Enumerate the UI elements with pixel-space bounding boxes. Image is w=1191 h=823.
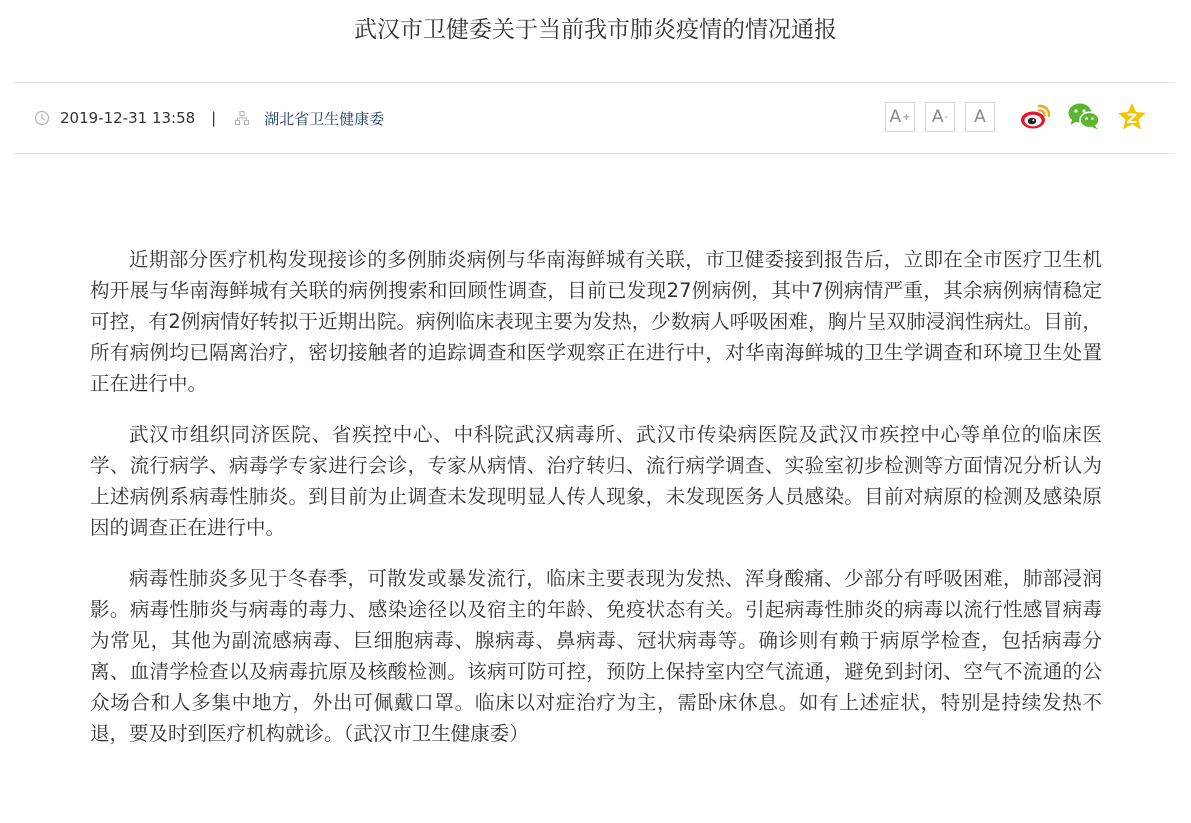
- font-standard-button[interactable]: [965, 102, 995, 132]
- article-title: 武汉市卫健委关于当前我市肺炎疫情的情况通报: [354, 17, 837, 43]
- meta-separator: |: [211, 109, 217, 127]
- font-decrease-mark: -: [944, 111, 949, 123]
- source-link[interactable]: 湖北省卫生健康委: [264, 109, 385, 128]
- article-meta: [34, 104, 384, 132]
- header-divider-top: [14, 82, 1175, 83]
- font-increase-button[interactable]: [885, 102, 915, 132]
- weibo-icon: [1019, 101, 1053, 135]
- article-body: [90, 244, 1102, 769]
- article-paragraph: 病毒性肺炎多见于冬春季，可散发或暴发流行，临床主要表现为发热、浑身酸痛、少部分有呼吸困难，肺部浸润影。病毒性肺炎与病毒的毒力、感染途径以及宿主的年龄、免疫状态有关。引起病毒性肺炎的病毒以流行性感冒病毒为常见，其他为副流感病毒、巨细胞病毒、腺病毒、鼻病毒、冠状病毒等。确诊则有赖于病原学检查，包括病毒分离、血清学检查以及病毒抗原及核酸检测。该病可防可控，预防上保持室内空气流通，避免到封闭、空气不流通的公众场合和人多集中地方，外出可佩戴口罩。临床以对症治疗为主，需卧床休息。如有上述症状，特别是持续发热不退，要及时到医疗机构就诊。（武汉市卫生健康委）: [90, 567, 1102, 745]
- wechat-icon: [1067, 101, 1101, 135]
- font-standard-label: A: [974, 107, 986, 127]
- header-divider-bottom: [14, 153, 1175, 154]
- favorite-button[interactable]: [1115, 101, 1149, 135]
- publish-datetime: 2019-12-31 13:58: [60, 109, 196, 127]
- wechat-share-button[interactable]: [1067, 101, 1101, 135]
- font-decrease-button[interactable]: [925, 102, 955, 132]
- org-chart-icon: [234, 110, 250, 126]
- weibo-share-button[interactable]: [1019, 101, 1053, 135]
- article-paragraph: 近期部分医疗机构发现接诊的多例肺炎病例与华南海鲜城有关联，市卫健委接到报告后，立即在全市医疗卫生机构开展与华南海鲜城有关联的病例搜索和回顾性调查，目前已发现27例病例，其中7例病情严重，其余病例病情稳定可控，有2例病情好转拟于近期出院。病例临床表现主要为发热，少数病人呼吸困难，胸片呈双肺浸润性病灶。目前，所有病例均已隔离治疗，密切接触者的追踪调查和医学观察正在进行中，对华南海鲜城的卫生学调查和环境卫生处置正在进行中。: [90, 248, 1102, 395]
- article-paragraph: 武汉市组织同济医院、省疾控中心、中科院武汉病毒所、武汉市传染病医院及武汉市疾控中心等单位的临床医学、流行病学、病毒学专家进行会诊，专家从病情、治疗转归、流行病学调查、实验室初步检测等方面情况分析认为上述病例系病毒性肺炎。到目前为止调查未发现明显人传人现象，未发现医务人员感染。目前对病原的检测及感染原因的调查正在进行中。: [90, 423, 1102, 539]
- font-increase-label: A: [889, 107, 902, 127]
- font-increase-mark: +: [902, 111, 911, 123]
- font-decrease-label: A: [931, 107, 944, 127]
- clock-icon: [34, 110, 50, 126]
- star-icon: [1116, 101, 1148, 135]
